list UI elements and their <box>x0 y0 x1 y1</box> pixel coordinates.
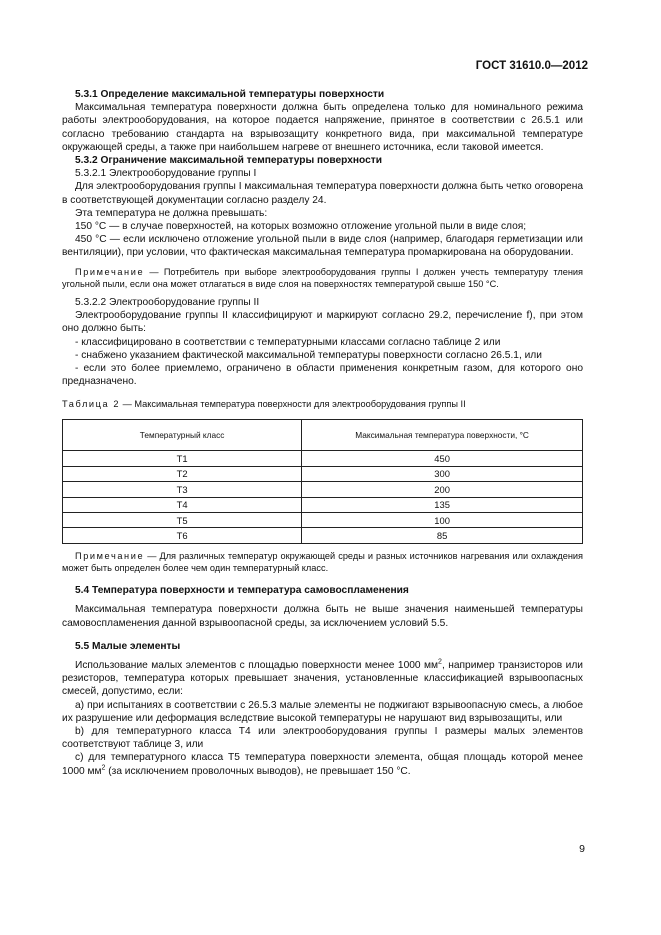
table-cell: 300 <box>302 466 583 481</box>
column-header: Температурный класс <box>63 420 302 451</box>
table-cell: 450 <box>302 451 583 466</box>
table-row <box>63 482 583 497</box>
table-row <box>63 497 583 512</box>
paragraph: Электрооборудование группы II классифицируют и маркируют согласно 29.2, перечисление f), при этом оно должно быть: <box>62 310 583 335</box>
note-text: — Потребитель при выборе электрооборудования группы I должен учесть температуру тления угольной пыли, если она может отлагаться в виде слоя на поверхностях температурой свыше 150 °С. <box>62 266 583 289</box>
table-cell: Т5 <box>63 513 302 528</box>
section-5-5-text <box>62 659 583 699</box>
table-cell: 200 <box>302 482 583 497</box>
text-part: (за исключением проволочных выводов), не превышает 150 °С. <box>105 765 411 777</box>
list-item: - если это более приемлемо, ограничено в области применения конкретным газом, для которого оно предназначено. <box>62 363 583 388</box>
section-5-5-title: 5.5 Малые элементы <box>75 640 181 652</box>
table-row <box>63 528 583 543</box>
note-2 <box>62 550 583 574</box>
temperature-table <box>62 419 583 543</box>
section-5-3-1-title: 5.3.1 Определение максимальной температуры поверхности <box>75 89 385 100</box>
list-item-c <box>62 751 583 777</box>
superscript: 2 <box>101 764 106 772</box>
text-part: Использование малых элементов с площадью поверхности менее 1000 мм <box>75 660 439 672</box>
table-caption-label: Таблица 2 <box>62 399 121 410</box>
table-cell: 135 <box>302 497 583 512</box>
section-5-4-title: 5.4 Температура поверхности и температура самовоспламенения <box>75 585 409 597</box>
table-row <box>63 451 583 466</box>
table-cell: Т3 <box>63 482 302 497</box>
section-5-4-text: Максимальная температура поверхности должна быть не выше значения наименьшей температуры самовоспламенения данной взрывоопасной среды, за исключением условий 5.5. <box>62 604 583 629</box>
paragraph: Для электрооборудования группы I максимальная температура поверхности должна быть четко оговорена в соответствующей документации согласно разделу 24. <box>62 181 583 206</box>
paragraph: 450 °С — если исключено отложение угольной пыли в виде слоя (например, благодаря герметизации или вентиляции), при условии, что фактическая максимальная температура промаркирована на оборудовании. <box>62 234 583 259</box>
table-cell: Т1 <box>63 451 302 466</box>
paragraph: 150 °С — в случае поверхностей, на которых возможно отложение угольной пыли в виде слоя; <box>75 221 527 233</box>
document-code: ГОСТ 31610.0—2012 <box>475 60 588 72</box>
note-label: Примечание <box>75 266 145 277</box>
note-1 <box>62 266 583 290</box>
table-row <box>63 513 583 528</box>
page-number: 9 <box>579 843 585 855</box>
superscript: 2 <box>438 658 442 666</box>
note-label: Примечание <box>75 550 145 561</box>
page-content <box>62 88 583 778</box>
list-item: - снабжено указанием фактической максимальной температуры поверхности согласно 26.5.1, или <box>75 349 542 361</box>
column-header: Максимальная температура поверхности, °С <box>302 420 583 451</box>
list-item-b: b) для температурного класса Т4 или электрооборудования группы I размеры малых элементов соответствуют таблице 3, или <box>62 726 583 751</box>
section-5-3-1-text: Максимальная температура поверхности должна быть определена только для номинального режима работы электрооборудования, на которое подается напряжение, принятое в соответствии с 26.5.1 или согласно требованию стандарта на взрывозащиту конкретного вида, при максимальной температуре окружающей среды, а также при наибольшем нагреве от внешнего источника, если таковой имеется. <box>62 102 583 153</box>
text-part: c) для температурного класса Т5 температура поверхности элемента, общая площадь которой менее 1000 мм <box>62 752 583 777</box>
table-cell: 85 <box>302 528 583 543</box>
table-cell: 100 <box>302 513 583 528</box>
text-part: , например транзисторов или резисторов, температура которых превышает значения, установленные классификацией взрывоопасных смесей, допустимо, если: <box>62 660 583 698</box>
section-5-3-2-1-title: 5.3.2.1 Электрооборудование группы I <box>75 168 257 180</box>
section-5-3-2-title: 5.3.2 Ограничение максимальной температуры поверхности <box>75 155 383 167</box>
paragraph: Эта температура не должна превышать: <box>75 207 268 219</box>
list-item-a: a) при испытаниях в соответствии с 26.5.3 малые элементы не поджигают взрывоопасную смесь, а любое их разрушение или деформация вследствие высокой температуры не нарушают вид взрывозащиты, или <box>62 699 583 724</box>
note-text: — Для различных температур окружающей среды и разных источников нагревания или охлаждения может быть определен более чем один температурный класс. <box>62 550 583 574</box>
table-2-caption <box>62 398 583 410</box>
section-5-3-2-2-title: 5.3.2.2 Электрооборудование группы II <box>75 297 260 309</box>
table-cell: Т4 <box>63 497 302 512</box>
table-cell: Т6 <box>63 528 302 543</box>
table-caption-text: — Максимальная температура поверхности для электрооборудования группы II <box>120 399 466 410</box>
table-row <box>63 466 583 481</box>
table-header-row <box>63 420 583 451</box>
table-cell: Т2 <box>63 466 302 481</box>
list-item: - классифицировано в соответствии с температурными классами согласно таблице 2 или <box>75 336 501 348</box>
